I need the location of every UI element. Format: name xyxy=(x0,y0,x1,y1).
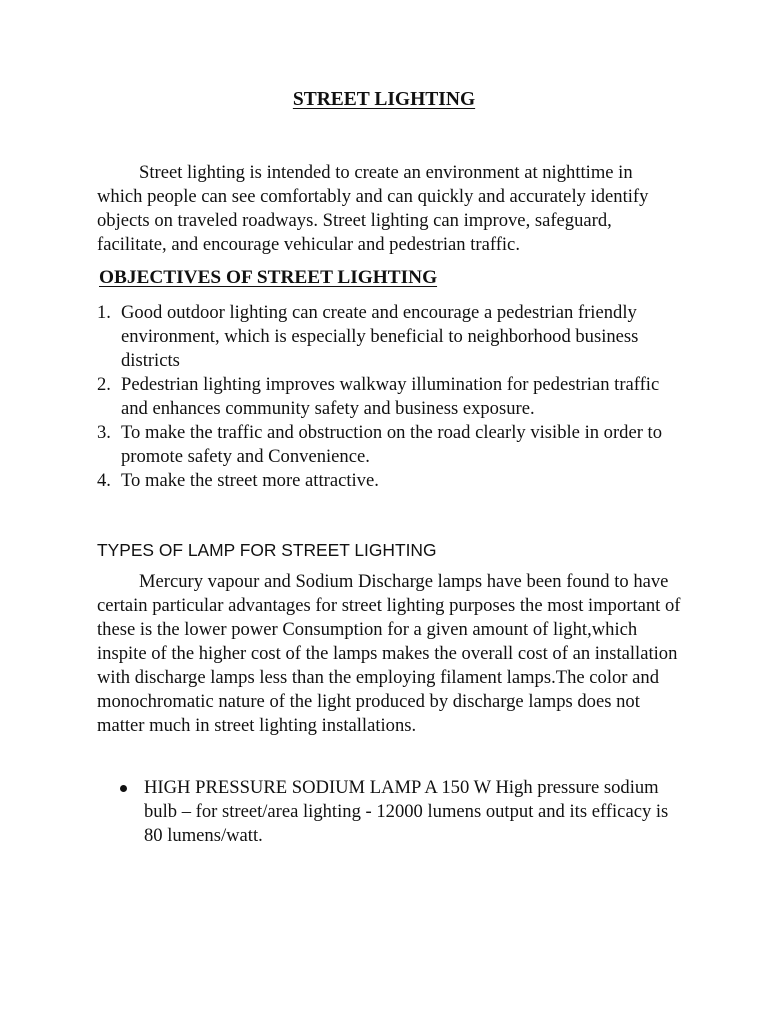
lamp-types-paragraph: Mercury vapour and Sodium Discharge lamps have been found to have certain particular advantages for street lighting purposes the most important of these is the lower power Consumption for a given amount of light,which inspite of the higher cost of the lamps makes the overall cost of an installation with discharge lamps less than the employing filament lamps.The color and monochromatic nature of the light produced by discharge lamps does not matter much in street lighting installations. xyxy=(97,571,681,736)
list-item xyxy=(97,373,677,421)
lamp-bullet-list xyxy=(97,776,677,848)
list-item xyxy=(97,421,677,469)
list-item xyxy=(97,301,677,373)
list-number: 3. xyxy=(97,422,111,443)
objectives-list xyxy=(97,301,677,493)
list-item xyxy=(97,469,677,493)
bullet-icon xyxy=(120,785,127,792)
list-item xyxy=(97,776,677,848)
lamp-types-heading: TYPES OF LAMP FOR STREET LIGHTING xyxy=(97,540,437,560)
intro-paragraph: Street lighting is intended to create an environment at nighttime in which people can see comfortably and can quickly and accurately identify objects on traveled roadways. Street lighting can improve, safeguard, facilitate, and encourage vehicular and pedestrian traffic. xyxy=(97,162,649,255)
list-item-text: To make the street more attractive. xyxy=(121,470,379,491)
list-item-text: Good outdoor lighting can create and encourage a pedestrian friendly environment, which is especially beneficial to neighborhood business districts xyxy=(121,302,639,371)
list-number: 1. xyxy=(97,302,111,323)
objectives-heading: OBJECTIVES OF STREET LIGHTING xyxy=(99,267,438,288)
list-item-text: To make the traffic and obstruction on the road clearly visible in order to promote safety and Convenience. xyxy=(121,422,663,467)
list-number: 4. xyxy=(97,470,111,491)
list-number: 2. xyxy=(97,374,111,395)
list-item-text: Pedestrian lighting improves walkway illumination for pedestrian traffic and enhances community safety and business exposure. xyxy=(121,374,660,419)
page-title: STREET LIGHTING xyxy=(292,89,476,110)
list-item-text: HIGH PRESSURE SODIUM LAMP A 150 W High pressure sodium bulb – for street/area lighting - 12000 lumens output and its efficacy is 80 lumens/watt. xyxy=(144,777,669,846)
